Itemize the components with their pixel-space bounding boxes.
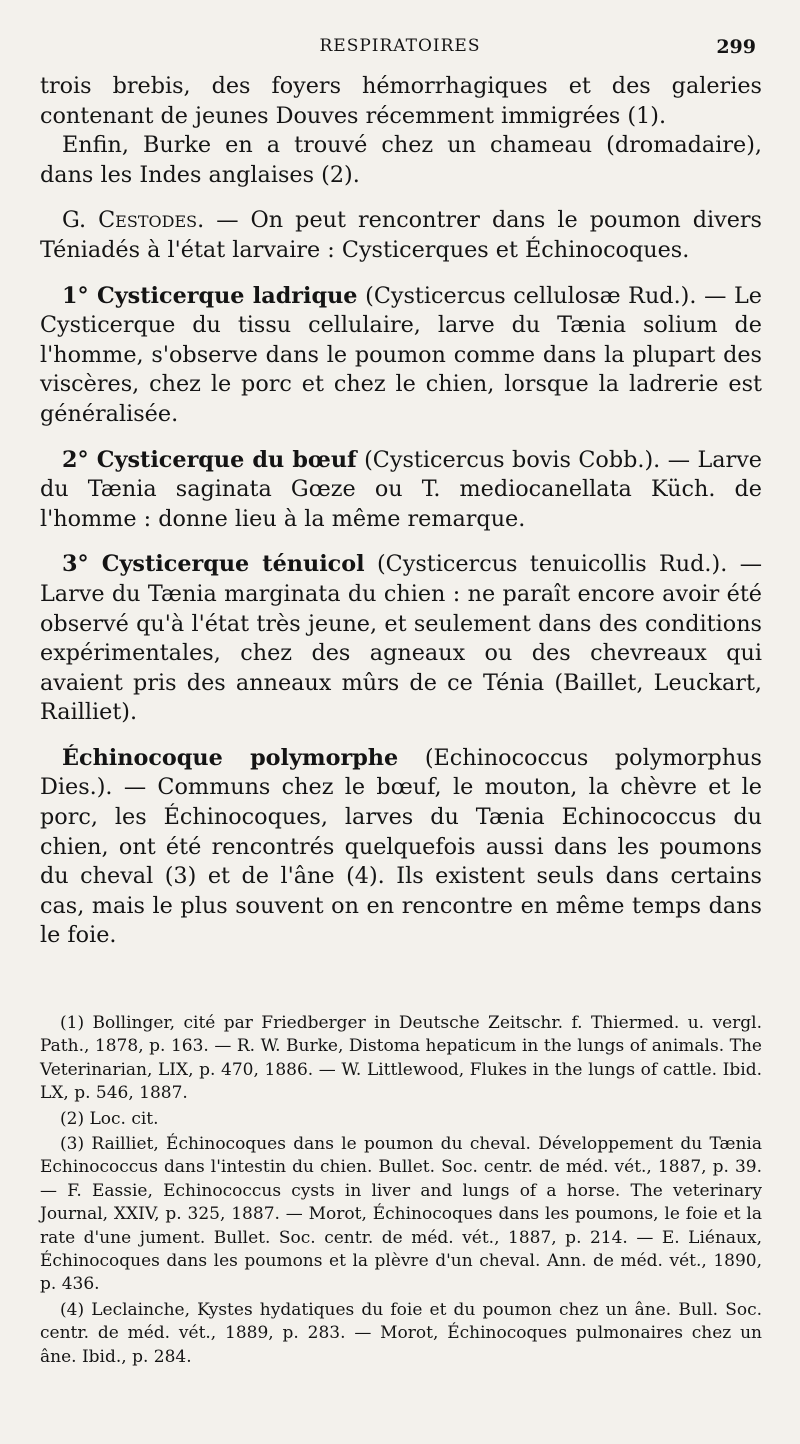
entry-heading: 2° Cysticerque du bœuf <box>62 446 357 473</box>
entry-heading: 1° Cysticerque ladrique <box>62 282 358 309</box>
entry-heading: Échinocoque polymorphe <box>62 744 399 771</box>
paragraph-continuation: trois brebis, des foyers hémorrhagiques et des galeries contenant de jeunes Douves récemment immigrées (1). <box>40 73 762 129</box>
footnotes <box>40 1012 762 1371</box>
entry-heading: 3° Cysticerque ténuicol <box>62 551 365 578</box>
section-cestodes: G. Cestodes. — On peut rencontrer dans le poumon divers Téniadés à l'état larvaire : Cysticerques et Échinocoques. <box>40 207 762 263</box>
paragraph-burke: Enfin, Burke en a trouvé chez un chameau (dromadaire), dans les Indes anglaises (2). <box>40 132 762 188</box>
footnote-1: (1) Bollinger, cité par Friedberger in Deutsche Zeitschr. f. Thiermed. u. vergl. Path., 1878, p. 163. — R. W. Burke, Distoma hepaticum in the lungs of animals. The Veterinarian, LIX, p. 470, 1886. — W. Littlewood, Flukes in the lungs of cattle. Ibid. LX, p. 546, 1887. <box>40 1013 762 1104</box>
page-number: 299 <box>716 36 756 58</box>
footnote-4: (4) Leclainche, Kystes hydatiques du foie et du poumon chez un âne. Bull. Soc. centr. de méd. vét., 1889, p. 283. — Morot, Échinocoques pulmonaires chez un âne. Ibid., p. 284. <box>40 1299 762 1367</box>
running-title: RESPIRATOIRES <box>319 36 481 56</box>
footnote-3: (3) Railliet, Échinocoques dans le poumon du cheval. Développement du Tænia Echinococcus dans l'intestin du chien. Bullet. Soc. centr. de méd. vét., 1887, p. 39. — F. Eassie, Echinococcus cysts in liver and lungs of a horse. The veterinary Journal, XXIV, p. 325, 1887. — Morot, Échinocoques dans les poumons, le foie et la rate d'une jument. Bullet. Soc. centr. de méd. vét., 1887, p. 214. — E. Liénaux, Échinocoques dans les poumons et la plèvre d'un cheval. Ann. de méd. vét., 1890, p. 436. <box>40 1134 762 1295</box>
footnote-2: (2) Loc. cit. <box>60 1108 159 1129</box>
section-heading: G. Cestodes. <box>62 207 205 234</box>
main-text <box>40 72 762 951</box>
entry-echinocoque: Échinocoque polymorphe (Echinococcus polymorphus Dies.). — Communs chez le bœuf, le mouton, la chèvre et le porc, les Échinocoques, larves du Tænia Echinococcus du chien, ont été rencontrés quelquefois aussi dans les poumons du cheval (3) et de l'âne (4). Ils existent seuls dans certains cas, mais le plus souvent on en rencontre en même temps dans le foie. <box>40 744 762 949</box>
entry-cysticerque-ladrique: 1° Cysticerque ladrique (Cysticercus cellulosæ Rud.). — Le Cysticerque du tissu cellulaire, larve du Tænia solium de l'homme, s'observe dans le poumon comme dans la plupart des viscères, chez le porc et chez le chien, lorsque la ladrerie est généralisée. <box>40 282 763 427</box>
running-header <box>0 34 800 64</box>
entry-cysticerque-tenuicol: 3° Cysticerque ténuicol (Cysticercus tenuicollis Rud.). — Larve du Tænia marginata du chien : ne paraît encore avoir été observé qu'à l'état très jeune, et seulement dans des conditions expérimentales, chez des agneaux ou des chevreaux qui avaient pris des anneaux mûrs de ce Ténia (Baillet, Leuckart, Railliet). <box>40 551 762 726</box>
entry-cysticerque-boeuf: 2° Cysticerque du bœuf (Cysticercus bovis Cobb.). — Larve du Tænia saginata Gœze ou T. mediocanellata Küch. de l'homme : donne lieu à la même remarque. <box>40 446 762 532</box>
